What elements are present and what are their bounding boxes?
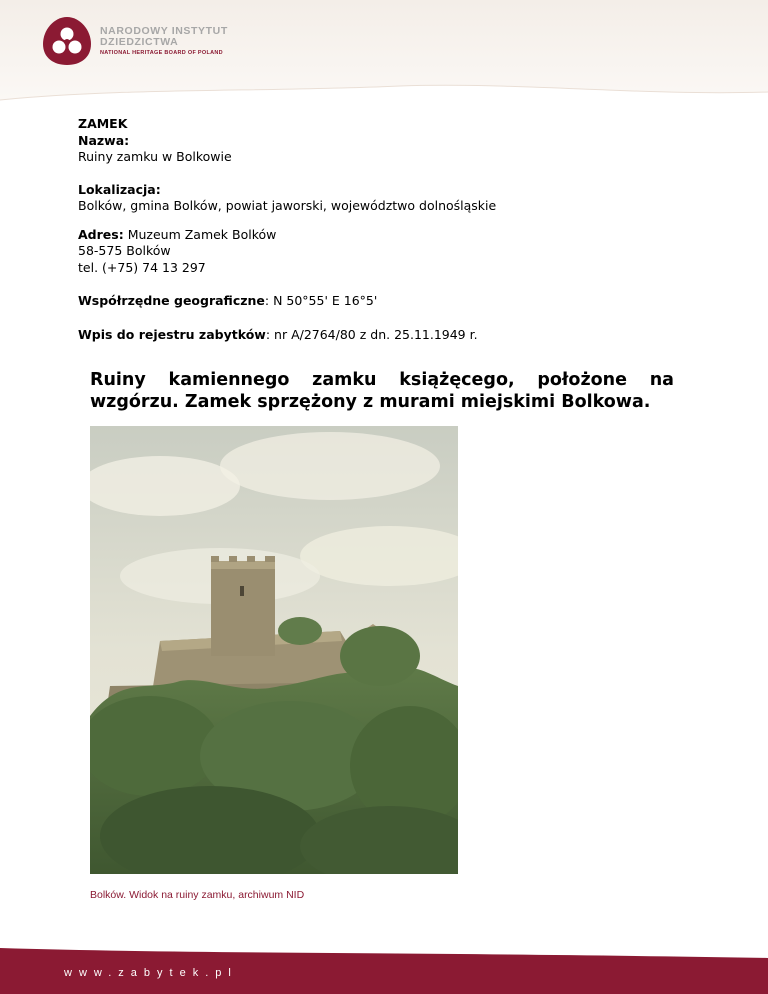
location-value: Bolków, gmina Bolków, powiat jaworski, województwo dolnośląskie (78, 198, 497, 213)
address-line-2: 58-575 Bolków (78, 243, 171, 258)
registry-value: : nr A/2764/80 z dn. 25.11.1949 r. (265, 326, 478, 342)
name-label: Nazwa: (78, 132, 130, 148)
name-value: Ruiny zamku w Bolkowie (78, 149, 232, 164)
coords-label: Współrzędne geograficzne (78, 293, 265, 308)
logo-line-2: DZIEDZICTWA (100, 36, 179, 48)
logo-line-3: NATIONAL HERITAGE BOARD OF POLAND (100, 50, 223, 56)
record-details (78, 116, 698, 343)
coords-row (78, 293, 698, 310)
headline: Ruiny kamiennego zamku książęcego, położone na wzgórzu. Zamek sprzężony z murami miejskimi Bolkowa. (90, 370, 674, 412)
registry-label: Wpis do rejestru zabytków (78, 326, 266, 342)
photo-caption: Bolków. Widok na ruiny zamku, archiwum NID (90, 889, 305, 901)
logo-line-1: NARODOWY INSTYTUT (100, 25, 228, 37)
logo-text (100, 26, 228, 57)
address-block (78, 227, 698, 244)
footer-url-link[interactable]: www.zabytek.pl (64, 967, 238, 979)
category-label: ZAMEK (78, 116, 128, 131)
address-label: Adres: (78, 226, 124, 242)
location-label: Lokalizacja: (78, 181, 161, 197)
address-line-1: Muzeum Zamek Bolków (127, 226, 277, 242)
coords-value: : N 50°55' E 16°5' (264, 293, 378, 308)
castle-photo (90, 426, 458, 874)
nid-logo (40, 14, 94, 68)
address-line-3: tel. (+75) 74 13 297 (78, 259, 206, 275)
registry-row (78, 327, 698, 344)
